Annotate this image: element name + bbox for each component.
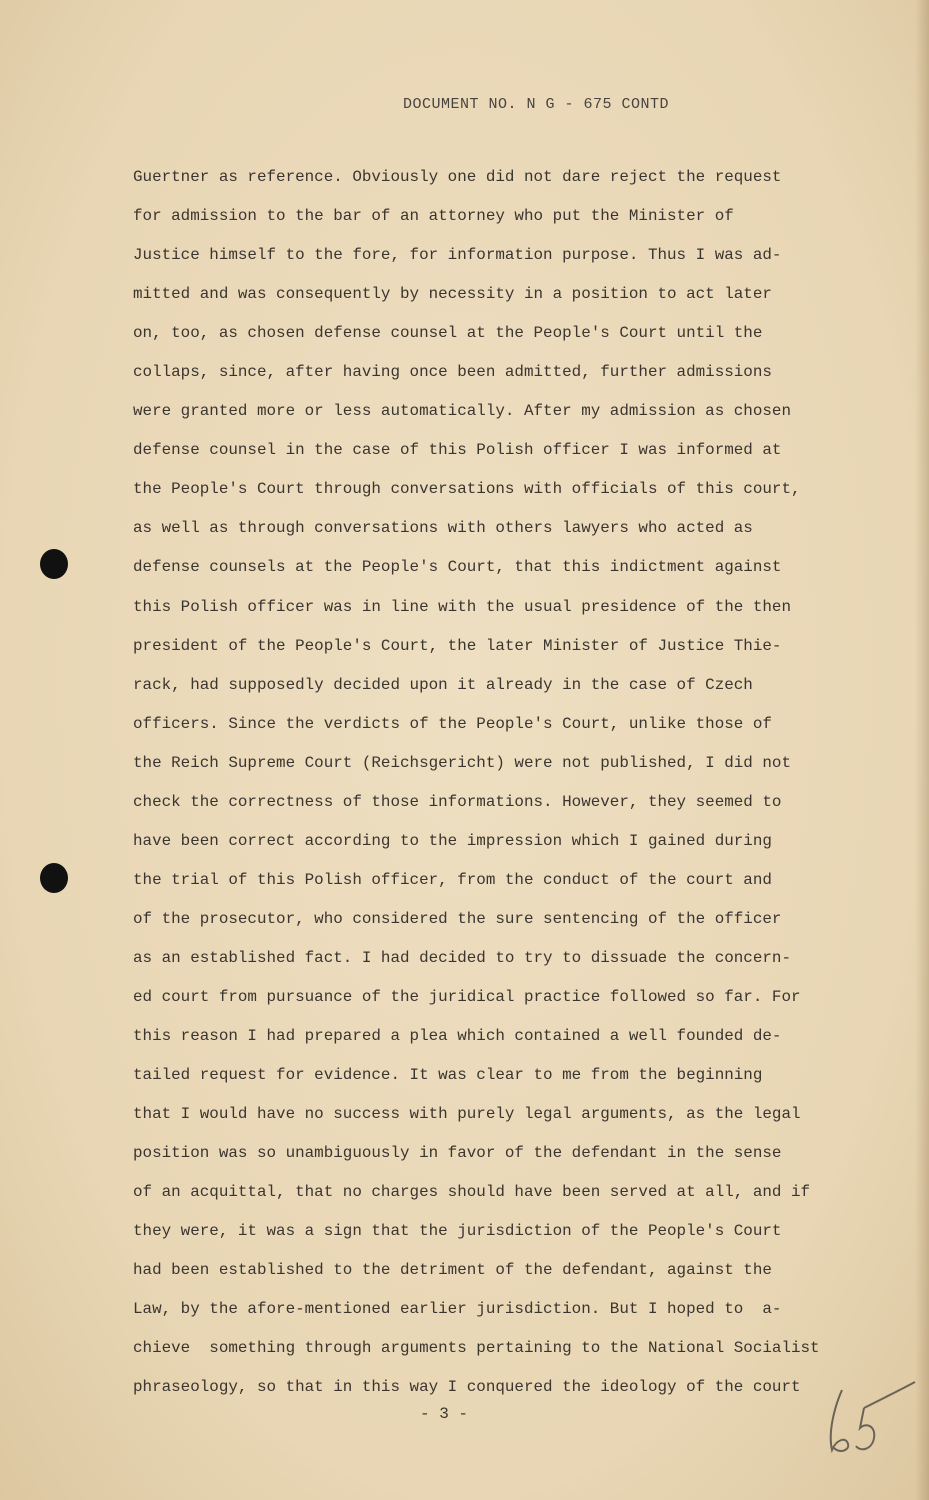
text-line: have been correct according to the impression which I gained during: [133, 831, 772, 850]
text-line: ed court from pursuance of the juridical practice followed so far. For: [133, 987, 801, 1006]
handwritten-folio-number: [820, 1378, 920, 1458]
document-header: DOCUMENT NO. N G - 675 CONTD: [403, 96, 670, 113]
text-line: defense counsels at the People's Court, that this indictment against: [133, 558, 782, 577]
text-line: president of the People's Court, the later Minister of Justice Thie-: [133, 636, 782, 655]
text-line: tailed request for evidence. It was clear to me from the beginning: [133, 1066, 763, 1085]
document-body: [133, 158, 820, 1408]
text-line: check the correctness of those informations. However, they seemed to: [133, 792, 782, 811]
text-line: position was so unambiguously in favor of the defendant in the sense: [133, 1144, 782, 1163]
text-line: defense counsel in the case of this Polish officer I was informed at: [133, 441, 782, 460]
page-number: - 3 -: [420, 1405, 469, 1423]
paper-edge: [915, 0, 929, 1500]
text-line: the People's Court through conversations with officials of this court,: [133, 480, 801, 499]
punch-hole: [40, 863, 68, 893]
text-line: this Polish officer was in line with the usual presidence of the then: [133, 597, 791, 616]
text-line: the Reich Supreme Court (Reichsgericht) were not published, I did not: [133, 753, 791, 772]
text-line: Justice himself to the fore, for information purpose. Thus I was ad-: [133, 246, 782, 265]
text-line: officers. Since the verdicts of the People's Court, unlike those of: [133, 714, 772, 733]
text-line: chieve something through arguments pertaining to the National Socialist: [133, 1339, 820, 1358]
text-line: phraseology, so that in this way I conquered the ideology of the court: [133, 1378, 801, 1397]
text-line: on, too, as chosen defense counsel at the People's Court until the: [133, 324, 763, 343]
text-line: this reason I had prepared a plea which contained a well founded de-: [133, 1027, 782, 1046]
text-line: collaps, since, after having once been admitted, further admissions: [133, 363, 772, 382]
text-line: Guertner as reference. Obviously one did not dare reject the request: [133, 168, 782, 186]
punch-hole: [40, 549, 68, 579]
text-line: the trial of this Polish officer, from the conduct of the court and: [133, 870, 772, 889]
text-line: mitted and was consequently by necessity in a position to act later: [133, 285, 772, 304]
text-line: for admission to the bar of an attorney who put the Minister of: [133, 207, 734, 226]
text-line: as an established fact. I had decided to try to dissuade the concern-: [133, 948, 791, 967]
text-line: were granted more or less automatically. After my admission as chosen: [133, 402, 791, 421]
text-line: had been established to the detriment of the defendant, against the: [133, 1261, 772, 1280]
text-line: as well as through conversations with others lawyers who acted as: [133, 519, 753, 538]
text-line: rack, had supposedly decided upon it already in the case of Czech: [133, 675, 753, 694]
text-line: Law, by the afore-mentioned earlier jurisdiction. But I hoped to a-: [133, 1300, 782, 1319]
text-line: that I would have no success with purely legal arguments, as the legal: [133, 1105, 801, 1124]
text-line: of the prosecutor, who considered the sure sentencing of the officer: [133, 909, 782, 928]
text-line: they were, it was a sign that the jurisdiction of the People's Court: [133, 1222, 782, 1241]
text-line: of an acquittal, that no charges should have been served at all, and if: [133, 1183, 811, 1202]
